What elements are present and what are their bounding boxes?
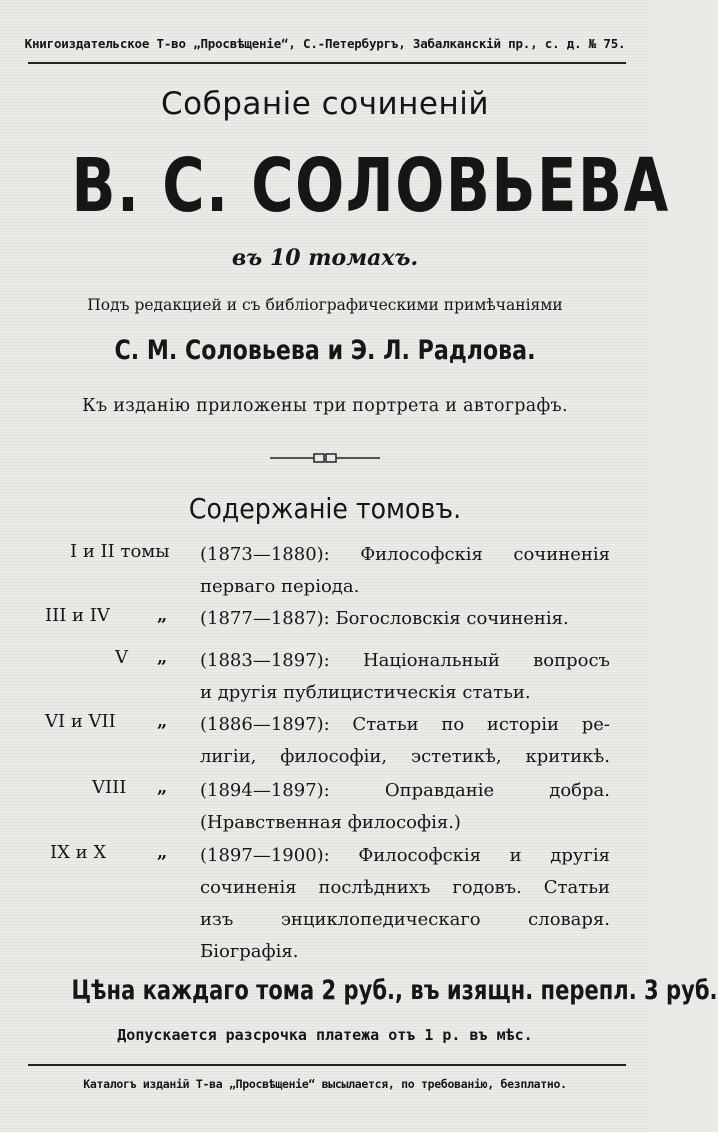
ditto-mark: „ — [157, 647, 168, 668]
author-name: В. С. СОЛОВЬЕВА — [71, 143, 670, 229]
catalog-note: Каталогъ изданій Т-ва „Просвѣщеніе“ высылается, по требованію, безплатно. — [83, 1077, 567, 1091]
description-line: (Нравственная философія.) — [200, 812, 461, 833]
volume-label: I и II томы — [70, 541, 170, 562]
volume-description — [200, 775, 610, 839]
description-line: сочиненія послѣднихъ годовъ. Статьи — [200, 877, 610, 898]
volume-label: III и IV — [45, 605, 110, 626]
installment-note: Допускается разсрочка платежа отъ 1 р. въ мѣс. — [117, 1026, 533, 1044]
volume-count: въ 10 томахъ. — [231, 245, 419, 271]
description-line: (1897—1900): Философскія и другія — [200, 845, 610, 866]
description-line: и другія публицистическія статьи. — [200, 682, 531, 703]
ditto-mark: „ — [157, 605, 168, 626]
volume-label: VIII — [92, 777, 127, 798]
description-line: (1883—1897): Національный вопросъ — [200, 650, 610, 671]
volume-label: VI и VII — [45, 711, 116, 732]
description-line: (1886—1897): Статьи по исторіи ре- — [200, 714, 610, 735]
volume-description — [200, 603, 610, 635]
description-line: (1894—1897): Оправданіе добра. — [200, 780, 610, 801]
price-line: Цѣна каждаго тома 2 руб., въ изящн. перепл. 3 руб. — [71, 975, 718, 1006]
ditto-mark: „ — [157, 777, 168, 798]
contents-title: Содержаніе томовъ. — [188, 492, 462, 525]
volume-label: V — [115, 647, 128, 668]
volume-description — [200, 645, 610, 709]
description-line: (1873—1880): Философскія сочиненія — [200, 544, 610, 565]
volume-label: IX и X — [50, 842, 107, 863]
ditto-mark: „ — [157, 842, 168, 863]
publisher-header: Книгоиздательское Т-во „Просвѣщеніе“, С.-Петербургъ, Забалканскій пр., с. д. № 75. — [24, 36, 626, 51]
footer-rule — [28, 1064, 626, 1066]
volume-description — [200, 840, 610, 968]
editors-names: С. М. Соловьева и Э. Л. Радлова. — [114, 335, 536, 366]
volume-description — [200, 709, 610, 773]
volume-description-continued — [200, 571, 610, 603]
description-line: лигіи, философіи, эстетикѣ, критикѣ. — [200, 746, 610, 767]
description-line: перваго періода. — [200, 576, 360, 597]
description-line: изъ энциклопедическаго словаря. — [200, 909, 610, 930]
ornament-divider — [270, 450, 380, 466]
ditto-mark: „ — [157, 711, 168, 732]
description-line: (1877—1887): Богословскія сочиненія. — [200, 608, 569, 629]
series-title: Собраніе сочиненій — [160, 86, 490, 122]
volume-description — [200, 539, 610, 571]
editorial-line: Подъ редакцией и съ библіографическими примѣчаніями — [87, 296, 563, 314]
attachments-note: Къ изданію приложены три портрета и автографъ. — [82, 396, 568, 416]
description-line: Біографія. — [200, 941, 299, 962]
header-rule — [28, 62, 626, 64]
